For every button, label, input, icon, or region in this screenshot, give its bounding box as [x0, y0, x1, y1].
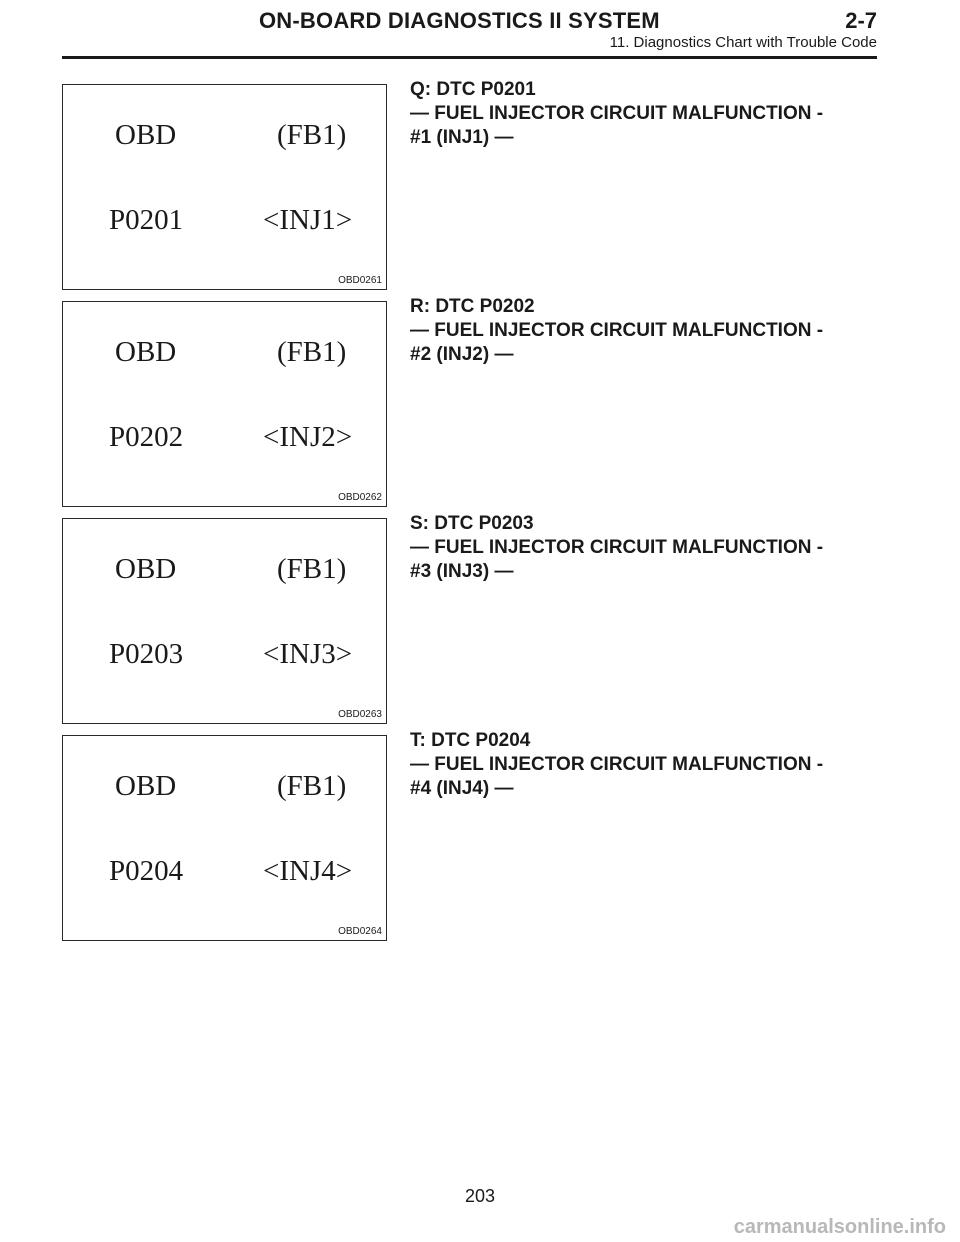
dtc-description	[410, 78, 880, 150]
display-injector-label: <INJ3>	[263, 638, 353, 670]
dtc-section-p0204	[62, 730, 877, 941]
dtc-title-line: — FUEL INJECTOR CIRCUIT MALFUNCTION -	[410, 103, 824, 124]
display-dtc-code: P0203	[109, 638, 184, 670]
display-dtc-code: P0201	[109, 204, 184, 236]
display-dtc-code: P0204	[109, 855, 184, 887]
display-fb-label: (FB1)	[277, 770, 347, 802]
display-fb-label: (FB1)	[277, 119, 347, 151]
dtc-heading: Q: DTC P0201	[410, 79, 536, 100]
figure-id: OBD0262	[338, 492, 382, 503]
dtc-title-line: #1 (INJ1) —	[410, 127, 514, 148]
dtc-description	[410, 729, 880, 801]
dtc-section-p0202	[62, 296, 877, 507]
dtc-title-line: — FUEL INJECTOR CIRCUIT MALFUNCTION -	[410, 754, 824, 775]
dtc-section-p0203	[62, 513, 877, 724]
display-obd-label: OBD	[115, 119, 177, 151]
display-obd-label: OBD	[115, 770, 177, 802]
figure-id: OBD0263	[338, 709, 382, 720]
dtc-title-line: — FUEL INJECTOR CIRCUIT MALFUNCTION -	[410, 537, 824, 558]
watermark-text: carmanualsonline.info	[733, 1216, 946, 1238]
dtc-title-line: #3 (INJ3) —	[410, 561, 514, 582]
display-obd-label: OBD	[115, 336, 177, 368]
dtc-title-line: #2 (INJ2) —	[410, 344, 514, 365]
display-fb-label: (FB1)	[277, 553, 347, 585]
display-obd-label: OBD	[115, 553, 177, 585]
obd-display-figure	[62, 301, 387, 507]
page-number: 203	[464, 1186, 496, 1206]
header-section-number: 2-7	[845, 8, 877, 33]
display-injector-label: <INJ1>	[263, 204, 353, 236]
header-title: ON-BOARD DIAGNOSTICS II SYSTEM	[259, 8, 660, 33]
figure-id: OBD0264	[338, 926, 382, 937]
dtc-title-line: #4 (INJ4) —	[410, 778, 514, 799]
header-subtitle: 11. Diagnostics Chart with Trouble Code	[609, 34, 877, 51]
figure-id: OBD0261	[338, 275, 382, 286]
dtc-heading: R: DTC P0202	[410, 296, 535, 317]
dtc-heading: T: DTC P0204	[410, 730, 531, 751]
dtc-heading: S: DTC P0203	[410, 513, 534, 534]
dtc-description	[410, 512, 880, 584]
obd-display-figure	[62, 518, 387, 724]
dtc-title-line: — FUEL INJECTOR CIRCUIT MALFUNCTION -	[410, 320, 824, 341]
page-header	[62, 6, 877, 59]
display-injector-label: <INJ4>	[263, 855, 353, 887]
display-injector-label: <INJ2>	[263, 421, 353, 453]
dtc-section-p0201	[62, 79, 877, 290]
obd-display-figure	[62, 735, 387, 941]
display-dtc-code: P0202	[109, 421, 184, 453]
display-fb-label: (FB1)	[277, 336, 347, 368]
obd-display-figure	[62, 84, 387, 290]
dtc-description	[410, 295, 880, 367]
